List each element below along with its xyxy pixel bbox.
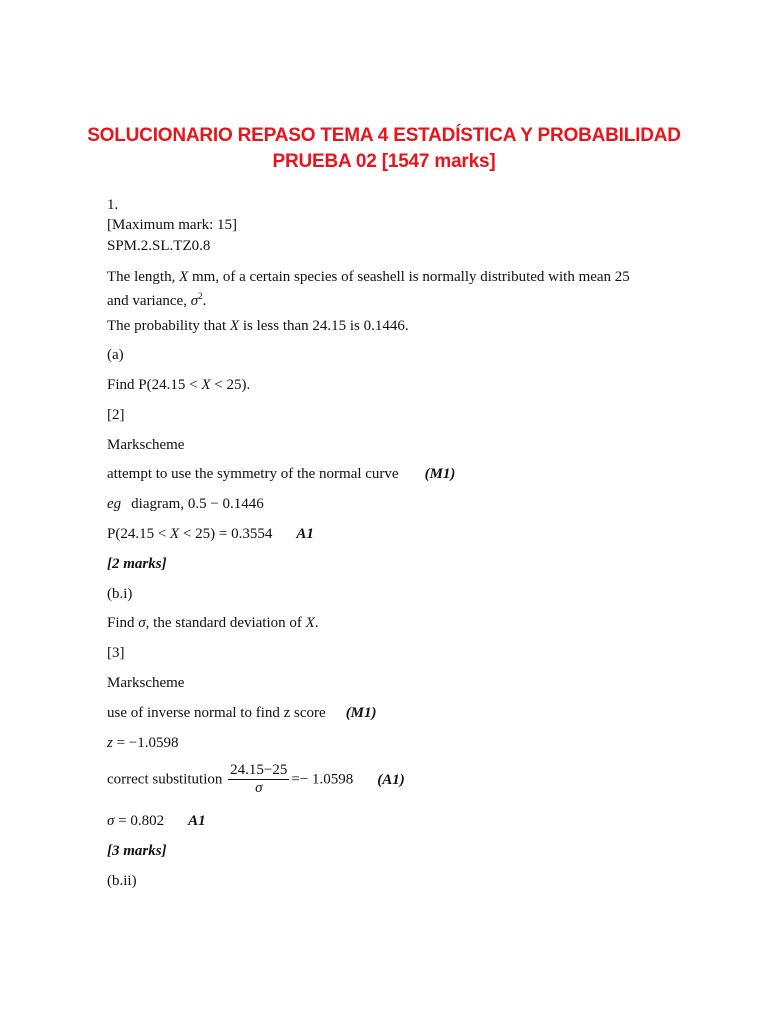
variable-z: z <box>107 735 113 751</box>
sigma-value: = 0.802 <box>114 813 165 829</box>
eg-label: eg <box>107 496 122 512</box>
step-text: P(24.15 < <box>107 526 171 542</box>
variable-x: X <box>229 318 240 334</box>
find-text-post: . <box>314 615 319 631</box>
sigma-symbol: σ <box>190 293 199 309</box>
part-bii-label: (b.ii) <box>107 873 137 889</box>
find-text-mid: , the standard deviation of <box>145 615 306 631</box>
variable-x: X <box>201 377 211 393</box>
part-bi-markscheme-heading: Markscheme <box>107 675 185 691</box>
intro-text-mid: mm, of a certain species of seashell is normally distributed with mean 25 <box>188 269 630 285</box>
document-title-line-1: SOLUCIONARIO REPASO TEMA 4 ESTADÍSTICA Y PROBABILIDAD <box>87 125 681 146</box>
find-text: Find <box>107 615 139 631</box>
part-a-question <box>107 376 250 394</box>
intro-line-2 <box>107 287 206 310</box>
intro-text-2: and variance, <box>107 293 191 309</box>
part-a-step-3 <box>107 525 314 543</box>
mark-code: (A1) <box>377 771 405 788</box>
variable-x: X <box>170 526 180 542</box>
part-a-markscheme-heading: Markscheme <box>107 437 185 453</box>
sigma-symbol: σ <box>138 615 146 631</box>
exponent: 2 <box>198 291 203 301</box>
step-text-post: < 25) = 0.3554 <box>179 526 273 542</box>
question-number: 1. <box>107 197 119 213</box>
find-text: Find P(24.15 < <box>107 377 202 393</box>
variable-x: X <box>179 269 189 285</box>
part-bi-substitution <box>107 762 405 797</box>
fraction-result: =− 1.0598 <box>291 771 354 788</box>
part-bi-question <box>107 614 319 632</box>
probability-statement <box>107 317 409 335</box>
step-text: attempt to use the symmetry of the normal curve <box>107 466 399 482</box>
max-mark: [Maximum mark: 15] <box>107 217 237 233</box>
mark-code: A1 <box>188 813 206 829</box>
step-text: diagram, 0.5 − 0.1446 <box>131 496 264 512</box>
part-bi-marks: [3] <box>107 645 125 661</box>
part-bi-total-marks: [3 marks] <box>107 843 167 859</box>
fraction-denominator: σ <box>255 780 263 796</box>
fraction <box>228 762 289 797</box>
mark-code: A1 <box>296 526 314 542</box>
part-a-total-marks: [2 marks] <box>107 556 167 572</box>
document-title-line-2: PRUEBA 02 [1547 marks] <box>272 151 496 172</box>
sigma-symbol: σ <box>107 813 115 829</box>
part-a-step-1 <box>107 465 455 483</box>
part-bi-z-score <box>107 734 179 752</box>
part-bi-sigma-result <box>107 812 206 830</box>
part-a-label: (a) <box>107 347 124 363</box>
prob-text: The probability that <box>107 318 230 334</box>
step-text: use of inverse normal to find z score <box>107 705 326 721</box>
mark-code: (M1) <box>424 466 456 482</box>
part-a-step-2 <box>107 495 264 513</box>
step-text: correct substitution <box>107 771 223 788</box>
part-bi-label: (b.i) <box>107 586 133 602</box>
find-text-post: < 25). <box>210 377 251 393</box>
question-code: SPM.2.SL.TZ0.8 <box>107 238 211 254</box>
period: . <box>202 293 207 309</box>
intro-line-1 <box>107 268 630 286</box>
fraction-numerator: 24.15−25 <box>230 762 288 778</box>
prob-text-post: is less than 24.15 is 0.1446. <box>239 318 409 334</box>
mark-code: (M1) <box>345 705 377 721</box>
intro-text: The length, <box>107 269 180 285</box>
part-a-marks: [2] <box>107 407 125 423</box>
variable-x: X <box>305 615 315 631</box>
part-bi-step-1 <box>107 704 377 722</box>
z-value: = −1.0598 <box>112 735 179 751</box>
